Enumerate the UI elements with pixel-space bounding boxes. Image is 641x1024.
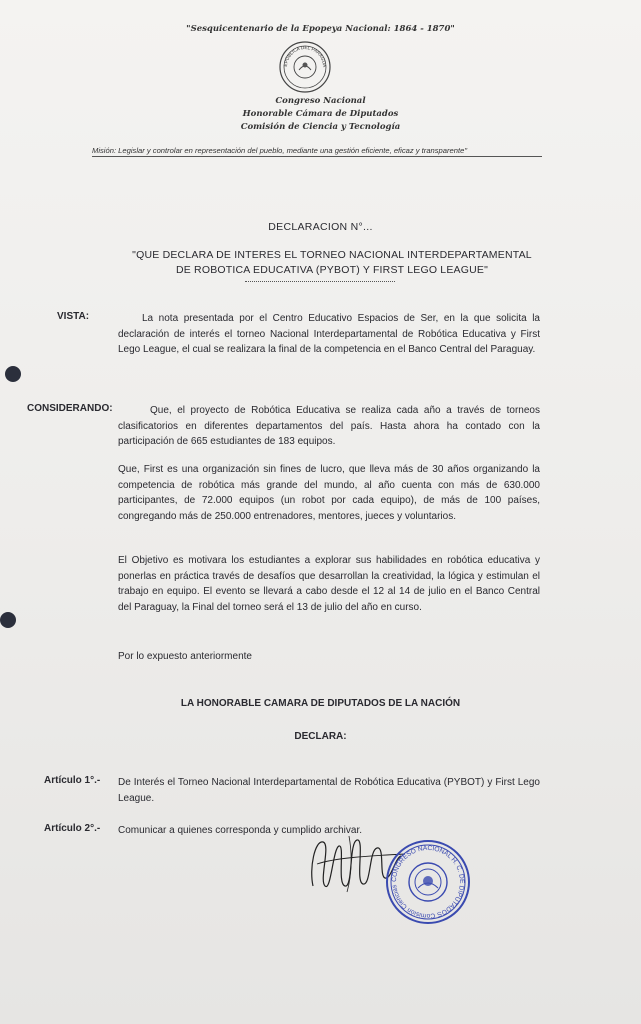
considerando-paragraph-3: El Objetivo es motivara los estudiantes a explorar sus habilidades en robótica educativa y ponerlas en práctica través de desafíos que desarrollan la creatividad, la lógica y estimulan el trabajo en equipo. El evento se llevará a cabo desde el 12 al 14 de julio en el Banco Central del Paraguay, la Final del torneo será el 13 de julio del año en curso.	[118, 555, 540, 613]
declara-heading: DECLARA:	[294, 731, 347, 742]
congress-line: Congreso Nacional	[275, 96, 366, 106]
congress-stamp-icon	[384, 838, 472, 926]
declaration-number: DECLARACION N°...	[268, 221, 373, 233]
chamber-heading: LA HONORABLE CAMARA DE DIPUTADOS DE LA NACIÓN	[180, 698, 461, 709]
article-2-text: Comunicar a quienes corresponda y cumplido archivar.	[118, 825, 363, 836]
commission-line: Comisión de Ciencia y Tecnología	[240, 122, 401, 132]
republic-seal-icon	[278, 40, 332, 94]
considerando-paragraph-1: Que, el proyecto de Robótica Educativa se realiza cada año a través de torneos clasificatorios en diferentes departamentos del país. Hasta ahora ha contado con la participación de 665 estudiantes de 183 equipos.	[118, 405, 540, 447]
article-1-text: De Interés el Torneo Nacional Interdepartamental de Robótica Educativa (PYBOT) y First Lego League.	[118, 777, 540, 804]
vista-text: La nota presentada por el Centro Educativo Espacios de Ser, en la que solicita la declaración de interés el torneo Nacional Interdepartamental de Robótica Educativa y First Lego League, el cual se realizara la final de la competencia en el Banco Central del Paraguay.	[118, 313, 540, 355]
motto: "Sesquicentenario de la Epopeya Nacional: 1864 - 1870"	[186, 24, 455, 34]
mission-statement: Misión: Legislar y controlar en representación del pueblo, mediante una gestión eficiente, eficaz y transparente"	[92, 146, 542, 157]
por-lo-expuesto: Por lo expuesto anteriormente	[118, 651, 252, 662]
vista-label: VISTA:	[57, 311, 90, 322]
binder-hole	[0, 612, 16, 628]
article-2-label: Artículo 2°.-	[44, 823, 101, 834]
chamber-line: Honorable Cámara de Diputados	[242, 109, 399, 119]
binder-hole	[5, 366, 21, 382]
article-1-label: Artículo 1°.-	[44, 775, 101, 786]
title-line-1: "QUE DECLARA DE INTERES EL TORNEO NACIONAL INTERDEPARTAMENTAL	[132, 249, 532, 261]
considerando-label: CONSIDERANDO:	[27, 403, 113, 414]
title-line-2: DE ROBOTICA EDUCATIVA (PYBOT) Y FIRST LEGO LEAGUE"	[175, 264, 489, 276]
header-institution	[0, 95, 641, 134]
svg-text:REPÚBLICA DEL PARAGUAY: EPÚBLICA DEL PARAGUA	[282, 44, 328, 68]
considerando-paragraph-2: Que, First es una organización sin fines de lucro, que lleva más de 30 años organizando la competencia de robótica más grande del mundo, al año cuenta con más de 630.000 participantes, de 72.000 equipos (un robot por cada equipo), de más de 100 países, congregando más de 250.000 entrenadores, mentores, jueces y voluntarios.	[118, 464, 540, 522]
title-dotted-line	[245, 281, 395, 282]
declaration-title	[112, 248, 552, 278]
svg-text:CONGRESO NACIONAL H. C. DE DIP: CONGRESO NACIONAL H. C. DE DIPUTADOS Comisión Ciencias	[390, 844, 466, 920]
